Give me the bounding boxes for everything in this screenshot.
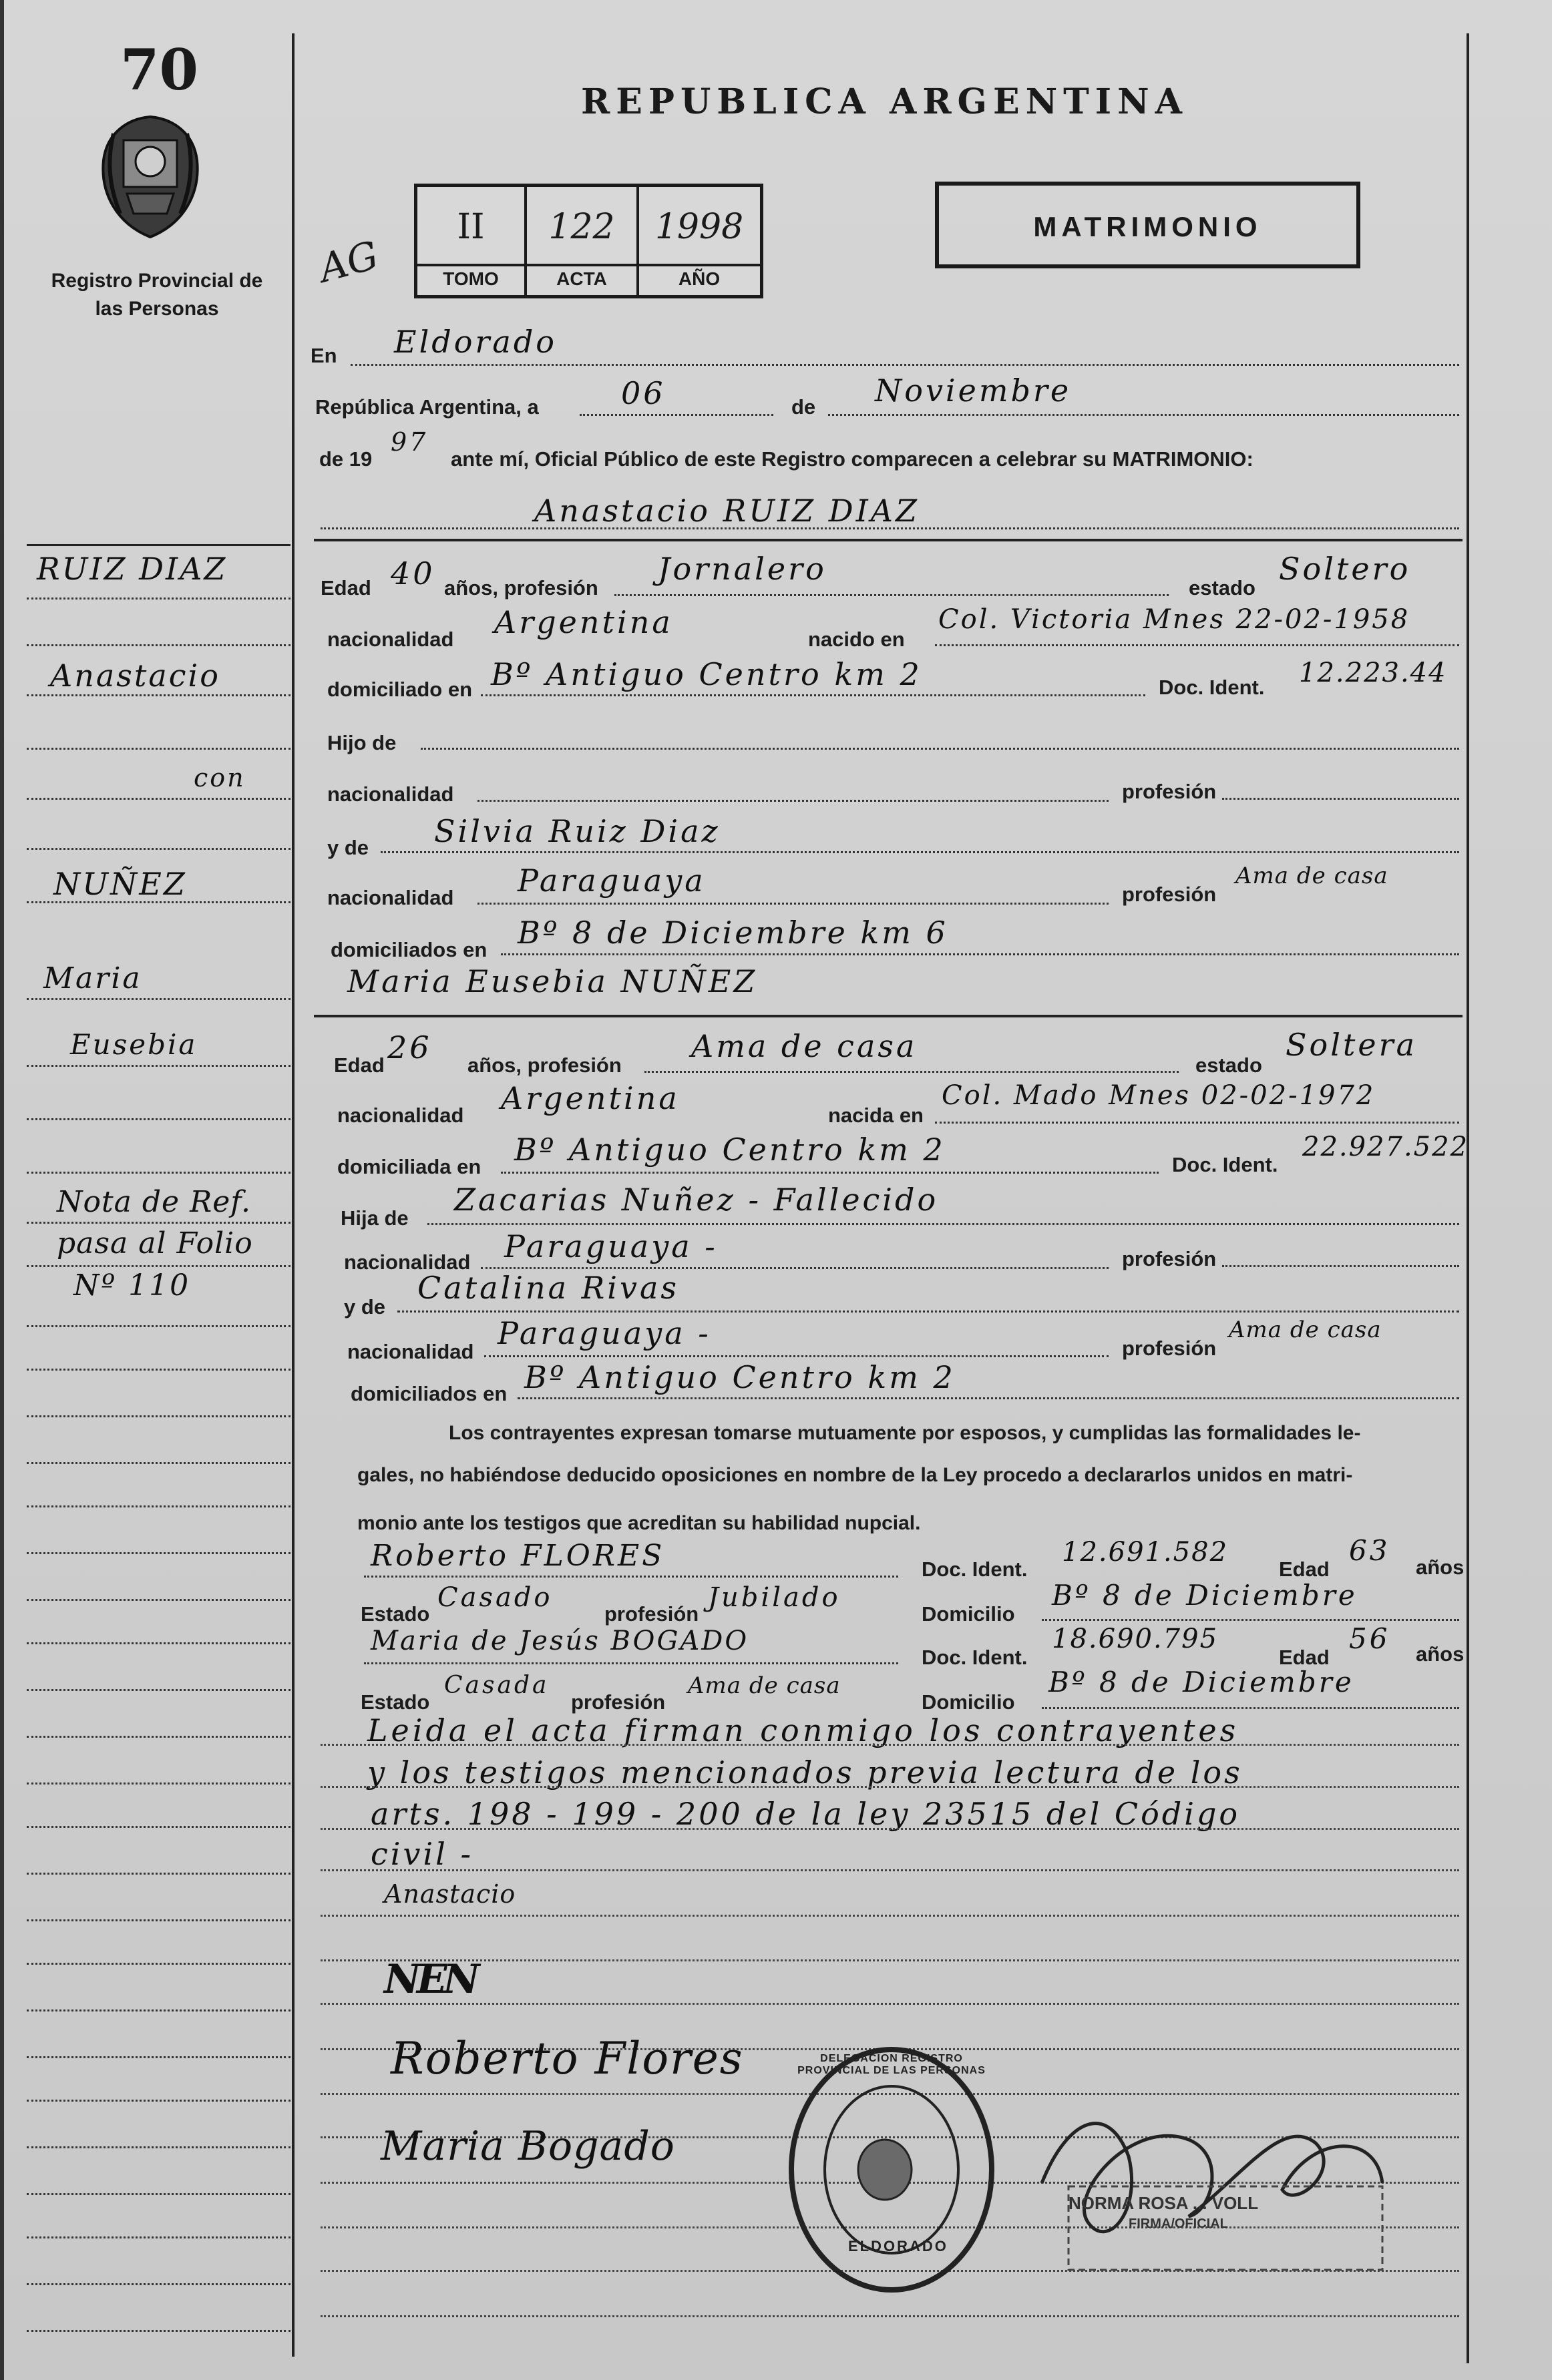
margin-con: con — [194, 763, 246, 792]
doc-type-label: MATRIMONIO — [1033, 211, 1262, 242]
bride-doc: 22.927.522 — [1302, 1132, 1469, 1162]
left-edge — [0, 0, 4, 2380]
declaration-line-1: Los contrayentes expresan tomarse mutuamente por esposos, y cumplidas las formalidades le- — [449, 1422, 1361, 1444]
bride-dom: Bº Antiguo Centro km 2 — [514, 1132, 946, 1168]
bride-madre-prof: Ama de casa — [1229, 1317, 1382, 1343]
witness2-name: Maria de Jesús BOGADO — [371, 1626, 749, 1656]
groom-padres-dom-line — [501, 953, 1459, 955]
ruled-line — [321, 1828, 1459, 1830]
margin-line — [27, 1689, 290, 1691]
bride-madre-line — [397, 1311, 1459, 1313]
year-suffix: 97 — [391, 427, 429, 457]
day-value: 06 — [621, 375, 666, 411]
bride-estado-label: estado — [1195, 1053, 1262, 1077]
groom-profesion: Jornalero — [658, 551, 827, 587]
seal-place: ELDORADO — [848, 2238, 948, 2254]
margin-line — [27, 998, 290, 1000]
margin-line — [27, 1505, 290, 1507]
closing-line-2: y los testigos mencionados previa lectura de los — [367, 1754, 1243, 1791]
margin-line — [27, 748, 290, 750]
witness2-dom: Bº 8 de Diciembre — [1048, 1666, 1354, 1698]
groom-hijo-label: Hijo de — [327, 731, 397, 754]
bride-nac-label: nacionalidad — [337, 1104, 464, 1127]
groom-yde-label: y de — [327, 836, 369, 859]
margin-line — [27, 1552, 290, 1554]
place-line — [351, 364, 1459, 366]
margin-note-1: Nota de Ref. — [57, 1185, 251, 1219]
bride-nac: Argentina — [501, 1080, 680, 1116]
bride-profesion-label: años, profesión — [467, 1053, 622, 1077]
margin-line — [27, 1642, 290, 1644]
groom-padres-dom-label: domiciliados en — [331, 938, 488, 961]
bride-madre-nac-line — [484, 1355, 1109, 1357]
witness2-profesion-label: profesión — [571, 1690, 666, 1714]
witness1-signature: Roberto Flores — [391, 2033, 744, 2084]
place-value: Eldorado — [394, 324, 557, 360]
groom-nacido-line — [935, 644, 1459, 646]
ruled-line — [321, 1915, 1459, 1917]
bride-edad: 26 — [387, 1029, 432, 1065]
margin-top-rule — [27, 544, 290, 546]
bride-madre: Catalina Rivas — [417, 1270, 679, 1306]
bride-padres-dom-label: domiciliados en — [351, 1382, 508, 1405]
groom-profesion-line — [614, 594, 1169, 596]
bride-nacida-label: nacida en — [828, 1104, 924, 1127]
groom-madre-nac-label: nacionalidad — [327, 886, 454, 909]
margin-note: AG — [314, 232, 383, 292]
bride-full-name: Maria Eusebia NUÑEZ — [347, 963, 758, 999]
margin-note-2: pasa al Folio — [57, 1226, 253, 1260]
margin-surname: RUIZ DIAZ — [37, 551, 228, 587]
groom-doc-label: Doc. Ident. — [1159, 676, 1265, 699]
witness2-doc: 18.690.795 — [1052, 1624, 1219, 1654]
witness1-edad: 63 — [1349, 1534, 1390, 1567]
de-label: de — [791, 395, 816, 419]
bride-signature: NEN — [384, 1956, 476, 2003]
doc-type-box — [935, 182, 1360, 268]
closing-line-1: Leida el acta firman conmigo los contrayentes — [367, 1712, 1239, 1748]
province-coat-of-arms — [93, 113, 207, 240]
groom-madre-line — [381, 851, 1459, 853]
en-label: En — [311, 344, 337, 367]
witness1-doc: 12.691.582 — [1062, 1537, 1229, 1568]
margin-line — [27, 2193, 290, 2195]
margin-line — [27, 1325, 290, 1327]
bride-madre-nac-label: nacionalidad — [347, 1340, 474, 1363]
witness2-anos-label: años — [1416, 1642, 1465, 1666]
margin-line — [27, 1415, 290, 1417]
groom-nacido: Col. Victoria Mnes 22-02-1958 — [938, 604, 1410, 635]
bride-profesion: Ama de casa — [691, 1028, 918, 1064]
closing-line-3: arts. 198 - 199 - 200 de la ley 23515 del Código — [371, 1796, 1241, 1832]
groom-madre: Silvia Ruiz Diaz — [434, 813, 721, 849]
bride-padre-prof-label: profesión — [1122, 1247, 1217, 1270]
margin-line — [27, 2009, 290, 2011]
groom-madre-prof-label: profesión — [1122, 883, 1217, 906]
bride-padre-nac-label: nacionalidad — [344, 1250, 471, 1274]
witness2-estado: Casada — [444, 1672, 550, 1699]
bride-padre: Zacarias Nuñez - Fallecido — [454, 1182, 939, 1218]
groom-estado: Soltero — [1279, 551, 1411, 587]
margin-divider — [292, 33, 295, 2357]
acta-value: 122 — [548, 207, 615, 247]
margin-line — [27, 1065, 290, 1067]
groom-padre-nac-label: nacionalidad — [327, 782, 454, 806]
groom-nacido-label: nacido en — [808, 628, 905, 651]
witness1-dom: Bº 8 de Diciembre — [1052, 1579, 1358, 1612]
margin-bride-name1: Maria — [43, 961, 142, 995]
folio-number: 70 — [120, 37, 198, 103]
witness2-doc-label: Doc. Ident. — [922, 1646, 1028, 1669]
groom-nac-label: nacionalidad — [327, 628, 454, 651]
section-divider-1 — [314, 539, 1463, 541]
groom-dom: Bº Antiguo Centro km 2 — [491, 656, 922, 692]
margin-line — [27, 1599, 290, 1601]
witness1-name: Roberto FLORES — [371, 1539, 665, 1573]
groom-madre-nac-line — [477, 903, 1109, 905]
margin-line — [27, 1826, 290, 1828]
witness1-name-line — [364, 1576, 898, 1578]
witness2-signature: Maria Bogado — [381, 2123, 675, 2170]
witness1-estado: Casado — [437, 1582, 553, 1613]
witness2-profesion: Ama de casa — [688, 1672, 841, 1699]
groom-full-name: Anastacio RUIZ DIAZ — [534, 493, 920, 529]
margin-line — [27, 1462, 290, 1464]
margin-given-name: Anastacio — [50, 658, 220, 694]
margin-line — [27, 1222, 290, 1224]
witness1-estado-label: Estado — [361, 1602, 430, 1626]
margin-line — [27, 644, 290, 646]
witness1-edad-label: Edad — [1279, 1558, 1330, 1581]
groom-madre-prof: Ama de casa — [1235, 863, 1388, 889]
margin-bride-name2: Eusebia — [70, 1028, 198, 1061]
ruled-line — [321, 1786, 1459, 1788]
margin-line — [27, 1118, 290, 1120]
groom-dom-line — [481, 694, 1145, 696]
seal-text: DELEGACION REGISTRO PROVINCIAL DE LAS PERSONAS — [797, 2053, 986, 2076]
margin-line — [27, 694, 290, 696]
ruled-line — [321, 1869, 1459, 1871]
margin-line — [27, 2283, 290, 2285]
officer-stamp-signature — [1028, 2076, 1402, 2297]
witness1-profesion-label: profesión — [604, 1602, 699, 1626]
groom-doc: 12.223.44 — [1299, 658, 1447, 688]
bride-edad-label: Edad — [334, 1053, 385, 1077]
ruled-line — [321, 2003, 1459, 2005]
right-border — [1467, 33, 1469, 2363]
groom-madre-nac: Paraguaya — [518, 863, 706, 899]
bride-profesion-line — [644, 1071, 1179, 1073]
margin-line — [27, 1963, 290, 1965]
bride-madre-nac: Paraguaya - — [498, 1315, 711, 1351]
groom-signature: Anastacio — [384, 1879, 516, 1909]
margin-line — [27, 2146, 290, 2148]
bride-dom-label: domiciliada en — [337, 1155, 481, 1178]
margin-line — [27, 2056, 290, 2058]
bride-madre-prof-label: profesión — [1122, 1337, 1217, 1360]
witness2-name-line — [364, 1662, 898, 1664]
witness2-edad: 56 — [1349, 1622, 1390, 1655]
witness1-dom-label: Domicilio — [922, 1602, 1015, 1626]
bride-padre-nac: Paraguaya - — [504, 1228, 718, 1264]
tomo-value: II — [457, 207, 485, 247]
ruled-line — [321, 1744, 1459, 1746]
agency-name: Registro Provincial de las Personas — [51, 270, 263, 320]
groom-profesion-label: años, profesión — [444, 576, 598, 600]
ano-value: 1998 — [654, 207, 744, 247]
registry-box — [414, 184, 763, 298]
declaration-line-2: gales, no habiéndose deducido oposiciones en nombre de la Ley procedo a declararlos unidos en matri- — [357, 1464, 1353, 1486]
witness2-dom-line — [1042, 1707, 1459, 1709]
bride-nacida-line — [935, 1122, 1459, 1124]
bride-estado: Soltera — [1286, 1027, 1418, 1063]
bride-padre-line — [427, 1223, 1459, 1225]
declaration-line-3: monio ante los testigos que acreditan su habilidad nupcial. — [357, 1512, 921, 1534]
acta-label: ACTA — [556, 268, 607, 289]
margin-line — [27, 1172, 290, 1174]
margin-line — [27, 1265, 290, 1267]
witness1-doc-label: Doc. Ident. — [922, 1558, 1028, 1581]
stamp-title: FIRMA/OFICIAL — [1129, 2216, 1228, 2231]
country-title: REPUBLICA ARGENTINA — [581, 81, 1189, 122]
month-value: Noviembre — [875, 373, 1072, 409]
bride-nacida: Col. Mado Mnes 02-02-1972 — [942, 1080, 1376, 1111]
margin-line — [27, 901, 290, 903]
witness1-dom-line — [1042, 1619, 1459, 1621]
bride-dom-line — [501, 1172, 1159, 1174]
margin-note-3: Nº 110 — [73, 1268, 191, 1302]
groom-padres-dom: Bº 8 de Diciembre km 6 — [518, 915, 948, 951]
margin-line — [27, 1919, 290, 1921]
bride-padre-prof-line — [1222, 1265, 1459, 1267]
bride-padres-dom-line — [518, 1397, 1459, 1399]
margin-bride-surname: NUÑEZ — [53, 866, 187, 902]
margin-line — [27, 598, 290, 600]
stamp-name: NORMA ROSA ... VOLL — [1069, 2193, 1259, 2213]
groom-dom-label: domiciliado en — [327, 678, 473, 701]
margin-line — [27, 2330, 290, 2332]
groom-edad: 40 — [391, 555, 435, 591]
section-divider-2 — [314, 1015, 1463, 1017]
groom-nac: Argentina — [494, 604, 673, 640]
month-line — [828, 414, 1459, 416]
margin-line — [27, 2100, 290, 2102]
ruled-line — [321, 2315, 1459, 2317]
closing-line-4: civil - — [371, 1836, 474, 1872]
margin-line — [27, 848, 290, 850]
groom-estado-label: estado — [1189, 576, 1255, 600]
groom-name-line — [321, 527, 1459, 529]
groom-padre-prof-line — [1222, 798, 1459, 800]
appear-text: ante mí, Oficial Público de este Registro comparecen a celebrar su MATRIMONIO: — [451, 447, 1253, 471]
margin-line — [27, 798, 290, 800]
bride-padre-nac-line — [481, 1267, 1109, 1269]
witness1-anos-label: años — [1416, 1556, 1465, 1579]
ruled-line — [321, 1959, 1459, 1961]
margin-line — [27, 2236, 290, 2238]
year-prefix: de 19 — [319, 447, 373, 471]
bride-doc-label: Doc. Ident. — [1172, 1153, 1278, 1176]
day-line — [580, 414, 773, 416]
witness2-edad-label: Edad — [1279, 1646, 1330, 1669]
groom-edad-label: Edad — [321, 576, 371, 600]
groom-padre-prof-label: profesión — [1122, 780, 1217, 803]
witness2-estado-label: Estado — [361, 1690, 430, 1714]
ano-label: AÑO — [678, 268, 721, 289]
margin-line — [27, 1369, 290, 1371]
tomo-label: TOMO — [443, 268, 499, 289]
groom-padre-nac-line — [477, 800, 1109, 802]
margin-line — [27, 1873, 290, 1875]
official-seal — [785, 2043, 998, 2297]
bride-padres-dom: Bº Antiguo Centro km 2 — [524, 1359, 956, 1395]
bride-hija-label: Hija de — [341, 1206, 409, 1230]
bride-yde-label: y de — [344, 1295, 386, 1319]
witness1-profesion: Jubilado — [708, 1582, 841, 1613]
groom-padre-line — [421, 748, 1459, 750]
republica-label: República Argentina, a — [315, 395, 539, 419]
witness2-dom-label: Domicilio — [922, 1690, 1015, 1714]
margin-line — [27, 1736, 290, 1738]
margin-line — [27, 1782, 290, 1784]
